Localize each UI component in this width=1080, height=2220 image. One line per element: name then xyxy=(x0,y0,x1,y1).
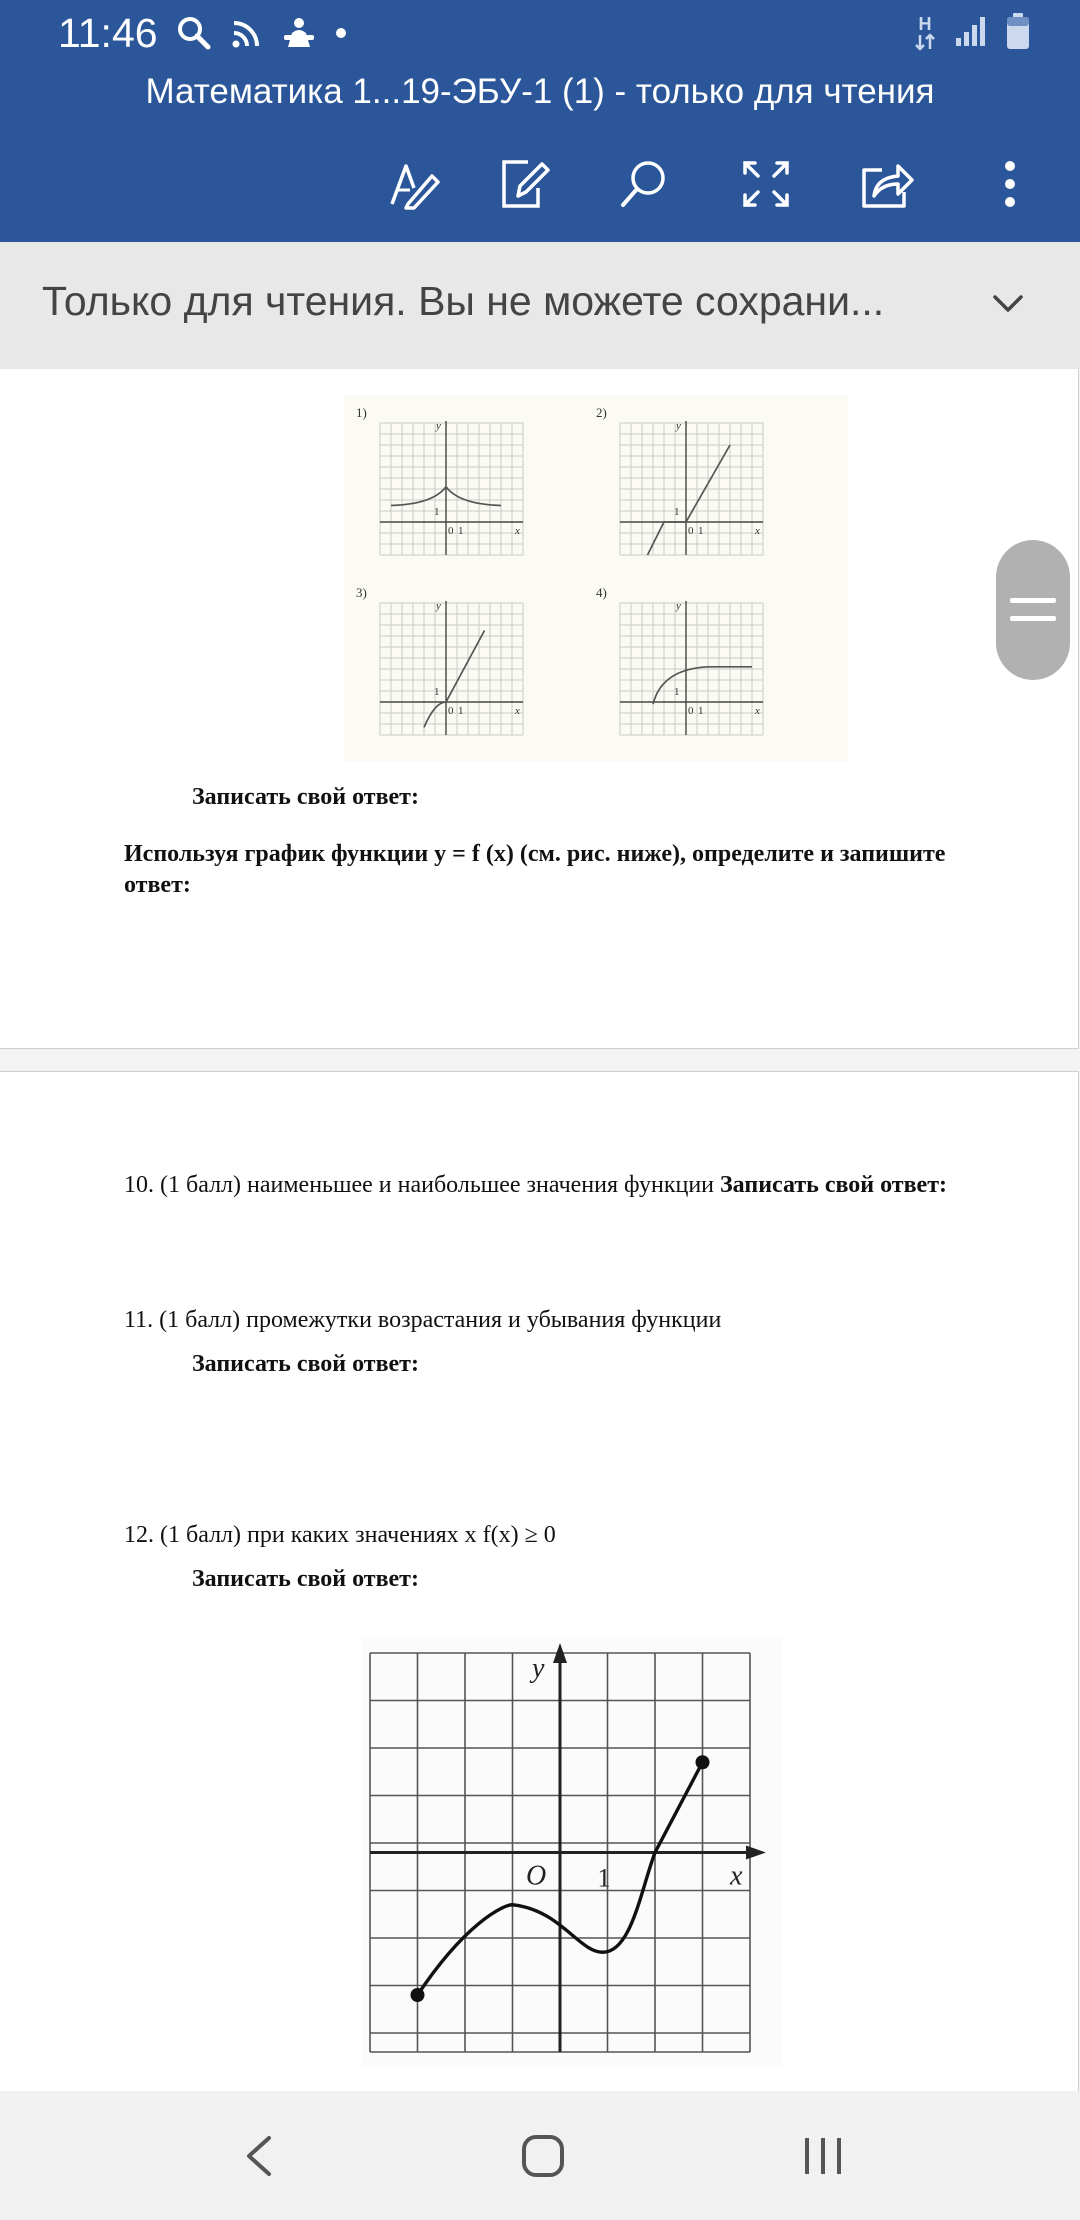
home-icon xyxy=(520,2133,566,2179)
app-bar xyxy=(0,0,1080,242)
y-axis-label: y xyxy=(436,420,441,432)
endpoint-dot xyxy=(411,1988,425,2002)
question-12-text: 12. (1 балл) при каких значениях x f(x) ≥ 0 xyxy=(124,1522,556,1548)
x-axis-label: x xyxy=(515,705,520,717)
home-button[interactable] xyxy=(508,2121,578,2191)
question-11-answer-prompt: Записать свой ответ: xyxy=(192,1351,419,1377)
more-vertical-icon xyxy=(1000,158,1020,210)
question-12-answer-prompt: Записать свой ответ: xyxy=(192,1566,419,1592)
back-button[interactable] xyxy=(224,2121,294,2191)
tick-label-one: 1 xyxy=(597,1863,611,1893)
draw-pen-button[interactable] xyxy=(384,154,444,214)
y-axis-label: y xyxy=(676,600,681,612)
graph-q12-content xyxy=(370,1643,766,2052)
share-button[interactable] xyxy=(858,154,918,214)
task-text-line1: Используя график функции y = f (x) (см. рис. ниже), определите и запишите xyxy=(124,841,946,867)
toolbar xyxy=(0,148,1080,218)
search-icon xyxy=(618,158,670,210)
function-curve xyxy=(653,667,752,704)
question-10 xyxy=(124,1172,947,1199)
origin-label: 0 xyxy=(448,705,454,717)
y-axis-label: y xyxy=(532,1653,545,1684)
panel-label: 3) xyxy=(356,585,367,600)
notification-app-icon xyxy=(282,15,316,51)
tick-label-one: 1 xyxy=(698,525,704,537)
y-axis-label: y xyxy=(436,600,441,612)
x-axis-arrow xyxy=(746,1846,766,1860)
status-bar-right xyxy=(914,10,1030,56)
question-10-answer-prompt: Записать свой ответ: xyxy=(720,1172,947,1198)
task-text-line2: ответ: xyxy=(124,872,191,898)
document-page-2 xyxy=(0,1071,1079,2091)
panel-label: 1) xyxy=(356,405,367,420)
graph-panel-1 xyxy=(356,405,523,555)
battery-icon xyxy=(1006,12,1030,55)
document-page-1 xyxy=(0,369,1079,1049)
graph-panel-4 xyxy=(596,585,763,735)
status-bar-left xyxy=(58,8,348,58)
function-graph-q12 xyxy=(362,1637,782,2067)
network-type-label: H xyxy=(918,14,932,34)
fullscreen-button[interactable] xyxy=(736,154,796,214)
panel-label: 4) xyxy=(596,585,607,600)
question-11-text: 11. (1 балл) промежутки возрастания и убывания функции xyxy=(124,1307,722,1333)
cast-icon xyxy=(230,16,264,50)
origin-label: 0 xyxy=(688,705,694,717)
banner-text: Только для чтения. Вы не можете сохрани... xyxy=(42,278,885,324)
x-axis-label: x xyxy=(755,705,760,717)
endpoint-dot xyxy=(696,1755,710,1769)
more-options-button[interactable] xyxy=(980,154,1040,214)
answer-prompt: Записать свой ответ: xyxy=(192,784,419,810)
tick-label-one: 1 xyxy=(434,506,440,518)
read-only-banner xyxy=(0,242,1080,370)
question-10-text: 10. (1 балл) наименьшее и наибольшее значения функции xyxy=(124,1172,715,1198)
x-axis-label: x xyxy=(755,525,760,537)
back-icon xyxy=(241,2134,277,2178)
origin-label: 0 xyxy=(688,525,694,537)
origin-label: 0 xyxy=(448,525,454,537)
scroll-handle-line xyxy=(1010,616,1056,621)
status-time: 11:46 xyxy=(58,9,158,56)
origin-label: O xyxy=(526,1860,547,1892)
signal-icon xyxy=(954,14,988,53)
fast-scroll-handle[interactable] xyxy=(996,540,1070,680)
x-axis-label: x xyxy=(730,1860,743,1892)
banner-expand-button[interactable] xyxy=(984,280,1032,328)
dot-indicator-icon xyxy=(334,26,348,40)
y-axis-label: y xyxy=(676,420,681,432)
recent-apps-button[interactable] xyxy=(788,2121,858,2191)
tick-label-one: 1 xyxy=(458,525,464,537)
search-status-icon xyxy=(176,15,212,51)
function-graphs-figure xyxy=(344,395,848,761)
tick-label-one: 1 xyxy=(674,686,680,698)
recent-apps-icon xyxy=(801,2136,845,2176)
graph-panel-2 xyxy=(596,405,763,555)
tick-label-one: 1 xyxy=(674,506,680,518)
tick-label-one: 1 xyxy=(434,686,440,698)
panel-label: 2) xyxy=(596,405,607,420)
graph-panel-3 xyxy=(356,585,523,735)
fullscreen-icon xyxy=(740,158,792,210)
x-axis-label: x xyxy=(515,525,520,537)
network-type-icon xyxy=(914,15,936,51)
tick-label-one: 1 xyxy=(698,705,704,717)
share-icon xyxy=(860,158,916,210)
chevron-down-icon xyxy=(992,294,1024,314)
search-button[interactable] xyxy=(614,154,674,214)
edit-document-icon xyxy=(498,158,550,210)
document-area[interactable] xyxy=(0,369,1080,2091)
draw-pen-icon xyxy=(388,158,440,210)
navigation-bar xyxy=(0,2091,1080,2220)
tick-label-one: 1 xyxy=(458,705,464,717)
edit-document-button[interactable] xyxy=(494,154,554,214)
scroll-handle-line xyxy=(1010,598,1056,603)
document-title: Математика 1...19-ЭБУ-1 (1) - только для чтения xyxy=(145,72,935,111)
